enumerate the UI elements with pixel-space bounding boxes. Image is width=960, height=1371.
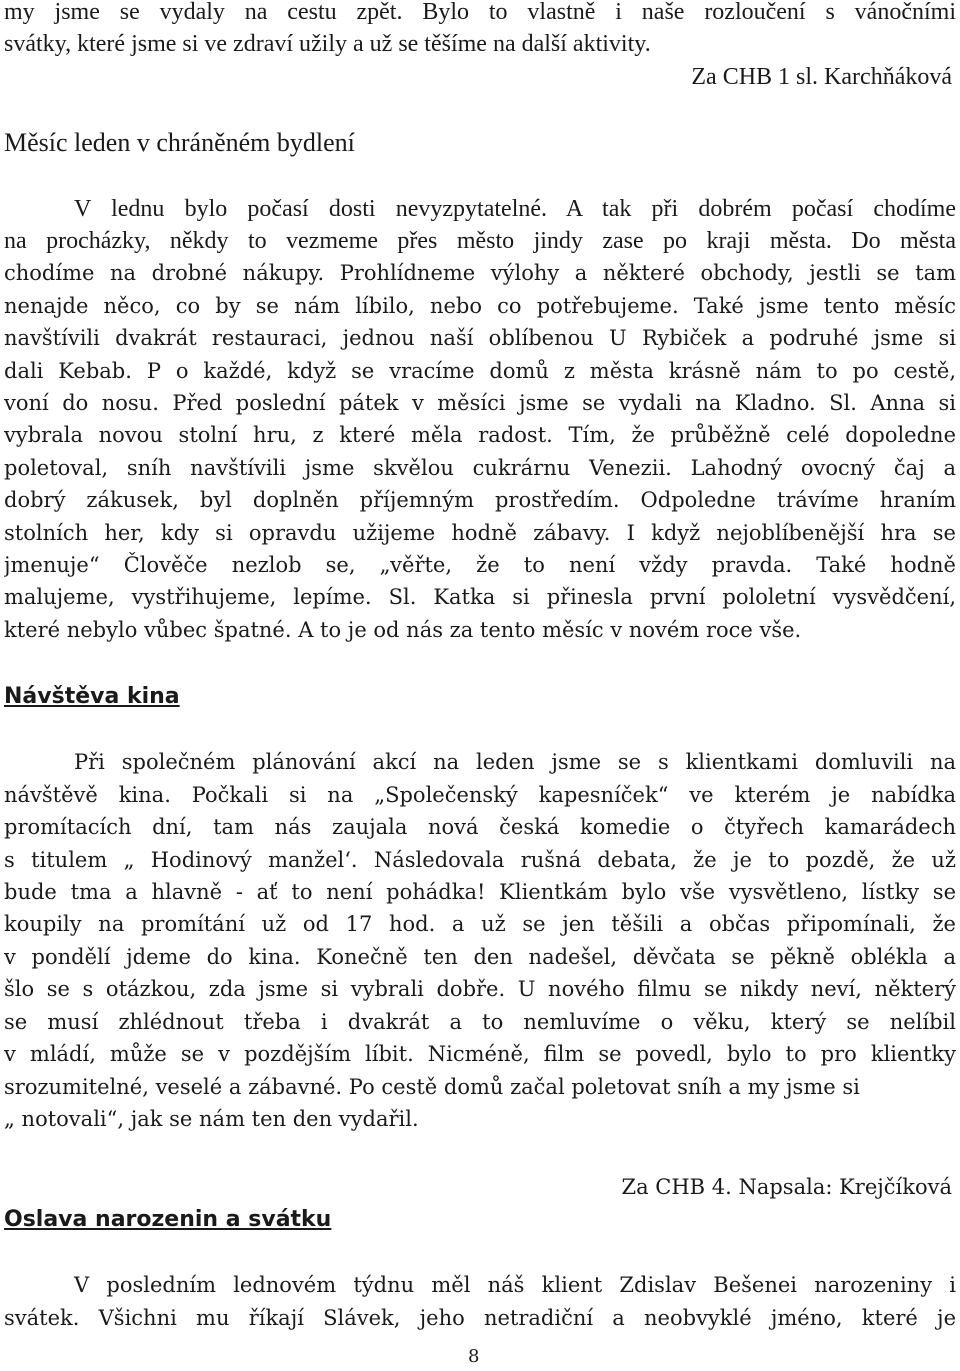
paragraph-line: které nebylo vůbec špatné. A to je od nás za tento měsíc v novém roce vše.: [4, 618, 802, 642]
paragraph-line: Při společném plánování akcí na leden jsme se s klientkami domluvili na: [74, 750, 956, 774]
paragraph-line: poletoval, sníh navštívili jsme skvělou cukrárnu Venezii. Lahodný ovocný čaj a: [4, 456, 956, 480]
paragraph-line: nenajde něco, co by se nám líbilo, nebo co potřebujeme. Také jsme tento měsíc: [4, 294, 956, 318]
paragraph-line: voní do nosu. Před poslední pátek v měsíci jsme se vydali na Kladno. Sl. Anna si: [4, 391, 956, 415]
paragraph-line: na procházky, někdy to vezmeme přes město jindy zase po kraji města. Do města: [4, 228, 956, 254]
paragraph-line: malujeme, vystřihujeme, lepíme. Sl. Katka si přinesla první pololetní vysvědčení,: [4, 585, 956, 609]
paragraph-line: bude tma a hlavně - ať to není pohádka! Klientkám bylo vše vysvětleno, lístky se: [4, 880, 956, 904]
paragraph-line: vybrala novou stolní hru, z které měla radost. Tím, že průběžně celé dopoledne: [4, 423, 956, 447]
paragraph-line: s titulem „ Hodinový manžel‘. Následovala rušná debata, že je to pozdě, že už: [4, 848, 956, 872]
paragraph-line: navštívili dvakrát restauraci, jednou naší oblíbenou U Rybiček a podruhé jsme si: [4, 326, 956, 350]
paragraph-line: dobrý zákusek, byl doplněn příjemným prostředím. Odpoledne trávíme hraním: [4, 488, 956, 512]
paragraph-line: dali Kebab. P o každé, když se vracíme domů z města krásně nám to po cestě,: [4, 359, 956, 383]
paragraph-line: se musí zhlédnout třeba i dvakrát a to nemluvíme o věku, který se nelíbil: [4, 1010, 956, 1034]
section-signature: Za CHB 4. Napsala: Krejčíková: [621, 1175, 952, 1199]
paragraph-line: V lednu bylo počasí dosti nevyzpytatelné. A tak při dobrém počasí chodíme: [74, 196, 956, 222]
section-heading: Měsíc leden v chráněném bydlení: [4, 128, 355, 157]
paragraph-line: koupily na promítání už od 17 hod. a už se jen těšili a občas připomínali, že: [4, 912, 956, 936]
intro-line: svátky, které jsme si ve zdraví užily a už se těšíme na další aktivity.: [4, 31, 651, 57]
paragraph-line: jmenuje“ Člověče nezlob se, „věřte, že to není vždy pravda. Také hodně: [4, 553, 956, 577]
section-heading: Oslava narozenin a svátku: [4, 1207, 332, 1232]
paragraph-line: V posledním lednovém týdnu měl náš klient Zdislav Bešenei narozeniny i: [74, 1273, 956, 1297]
paragraph-line: návštěvě kina. Počkali si na „Společenský kapesníček“ ve kterém je nabídka: [4, 783, 956, 807]
page-number: 8: [468, 1346, 480, 1367]
paragraph-line: srozumitelné, veselé a zábavné. Po cestě domů začal poletovat sníh a my jsme si: [4, 1075, 860, 1099]
paragraph-line: svátek. Všichni mu říkají Slávek, jeho netradiční a neobvyklé jméno, které je: [4, 1306, 956, 1330]
intro-signature: Za CHB 1 sl. Karchňáková: [691, 64, 952, 90]
paragraph-line: chodíme na drobné nákupy. Prohlídneme výlohy a některé obchody, jestli se tam: [4, 261, 956, 285]
paragraph-line: v mládí, může se v pozdějším líbit. Nicméně, film se povedl, bylo to pro klientky: [4, 1042, 956, 1066]
paragraph-line: v pondělí jdeme do kina. Konečně ten den nadešel, děvčata se pěkně oblékla a: [4, 945, 956, 969]
paragraph-line: promítacích dní, tam nás zaujala nová česká komedie o čtyřech kamarádech: [4, 815, 956, 839]
intro-line: my jsme se vydaly na cestu zpět. Bylo to vlastně i naše rozloučení s vánočními: [4, 0, 956, 25]
paragraph-line: šlo se s otázkou, zda jsme si vybrali dobře. U nového filmu se nikdy neví, některý: [4, 977, 956, 1001]
paragraph-line: „ notovali“, jak se nám ten den vydařil.: [4, 1107, 419, 1131]
section-heading: Návštěva kina: [4, 684, 180, 709]
paragraph-line: stolních her, kdy si opravdu užijeme hodně zábavy. I když nejoblíbenější hra se: [4, 521, 956, 545]
